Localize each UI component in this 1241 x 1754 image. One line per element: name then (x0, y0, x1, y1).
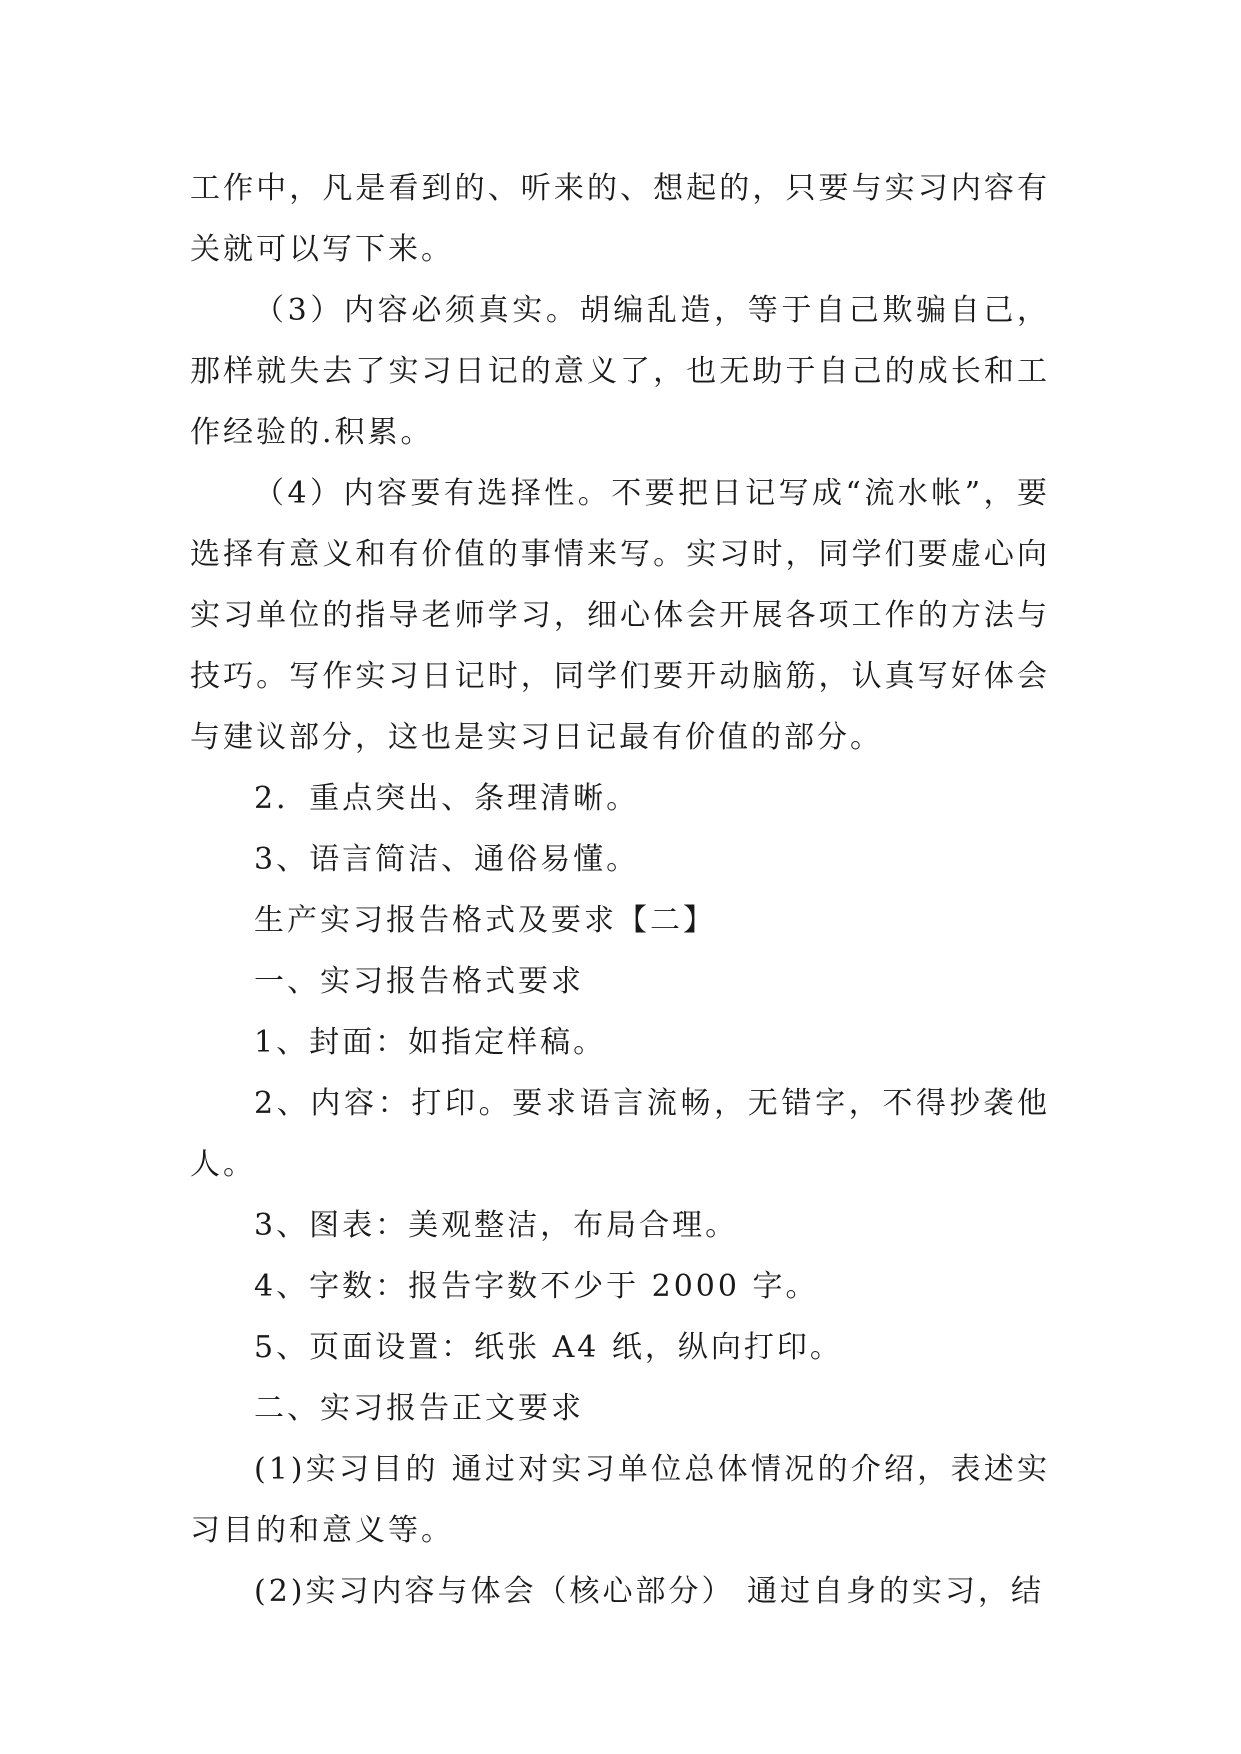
paragraph: （4）内容要有选择性。不要把日记写成“流水帐”，要选择有意义和有价值的事情来写。实习时，同学们要虚心向实习单位的指导老师学习，细心体会开展各项工作的方法与技巧。写作实习日记时，同学们要开动脑筋，认真写好体会与建议部分，这也是实习日记最有价值的部分。 (190, 476, 1050, 755)
list-item: 2、内容：打印。要求语言流畅，无错字，不得抄袭他人。 (190, 1086, 1050, 1182)
list-item: 4、字数：报告字数不少于 2000 字。 (254, 1269, 819, 1304)
list-item: 2．重点突出、条理清晰。 (254, 781, 640, 816)
section-heading: 二、实习报告正文要求 (254, 1391, 584, 1426)
list-item: 5、页面设置：纸张 A4 纸，纵向打印。 (254, 1330, 843, 1365)
list-item: 3、语言简洁、通俗易懂。 (254, 842, 640, 877)
paragraph: (2)实习内容与体会（核心部分） 通过自身的实习，结 (254, 1574, 1045, 1609)
section-heading: 一、实习报告格式要求 (254, 964, 584, 999)
document-body (190, 158, 1050, 1622)
paragraph: 工作中，凡是看到的、听来的、想起的，只要与实习内容有关就可以写下来。 (190, 171, 1050, 267)
section-title: 生产实习报告格式及要求【二】 (254, 903, 716, 938)
paragraph: (1)实习目的 通过对实习单位总体情况的介绍，表述实习目的和意义等。 (190, 1452, 1050, 1548)
list-item: 1、封面：如指定样稿。 (254, 1025, 607, 1060)
list-item: 3、图表：美观整洁，布局合理。 (254, 1208, 739, 1243)
paragraph: （3）内容必须真实。胡编乱造，等于自己欺骗自己，那样就失去了实习日记的意义了，也无助于自己的成长和工作经验的.积累。 (190, 293, 1050, 450)
